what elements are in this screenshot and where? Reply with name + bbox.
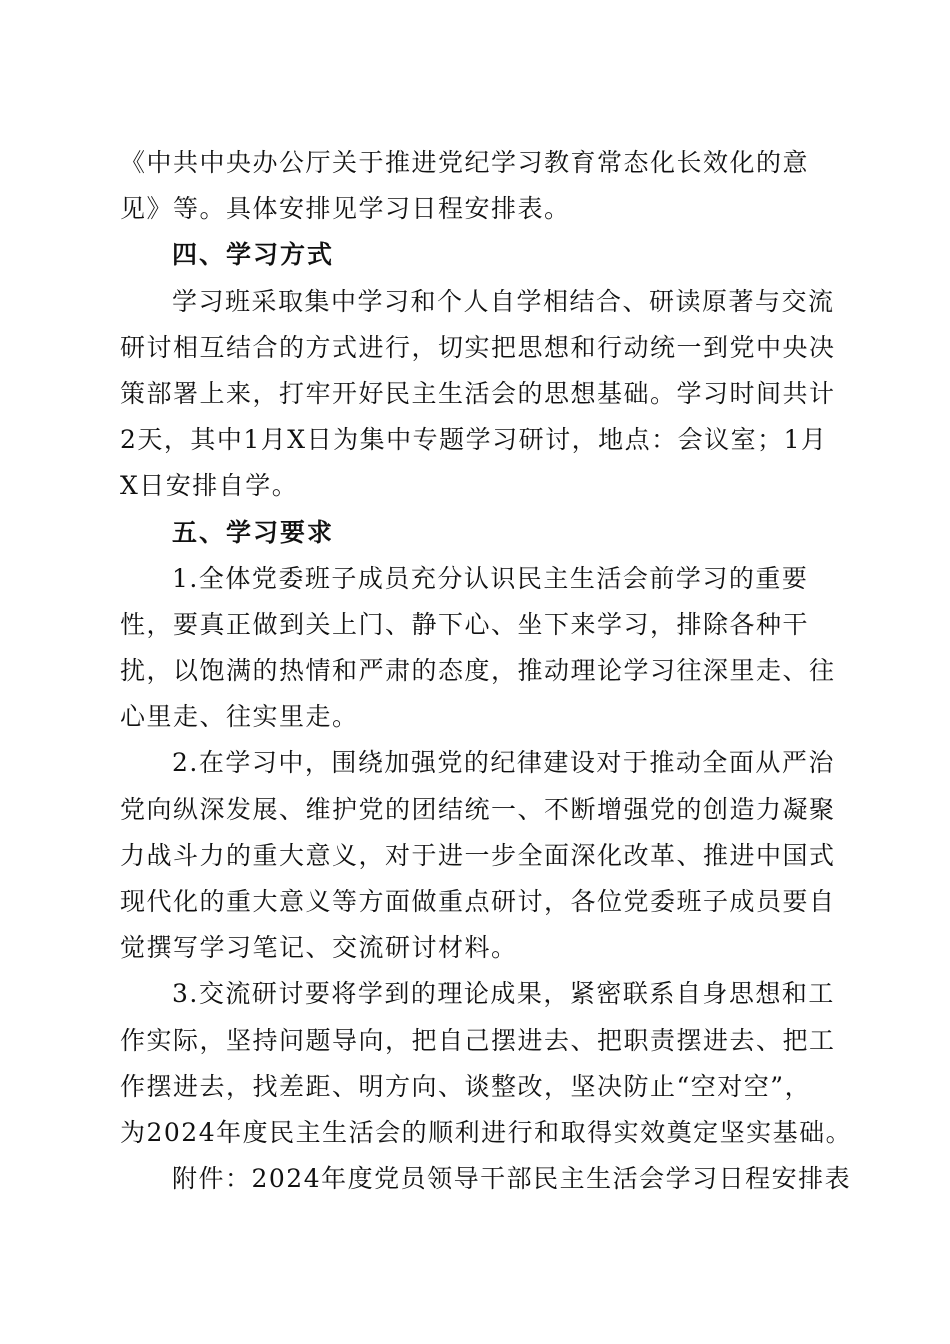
paragraph-line: 性，要真正做到关上门、静下心、坐下来学习，排除各种干 — [120, 609, 810, 639]
paragraph-line: 3.交流研讨要将学到的理论成果，紧密联系自身思想和工 — [172, 979, 835, 1009]
section-heading-study-method: 四、学习方式 — [172, 240, 335, 270]
paragraph-line: 为2024年度民主生活会的顺利进行和取得实效奠定坚实基础。 — [120, 1117, 853, 1147]
paragraph-line: 力战斗力的重大意义，对于进一步全面深化改革、推进中国式 — [120, 840, 836, 870]
paragraph-line: 学习班采取集中学习和个人自学相结合、研读原著与交流 — [172, 286, 835, 316]
paragraph-line: 觉撰写学习笔记、交流研讨材料。 — [120, 933, 518, 963]
paragraph-line: 1.全体党委班子成员充分认识民主生活会前学习的重要 — [172, 563, 809, 593]
paragraph-line: 扰，以饱满的热情和严肃的态度，推动理论学习往深里走、往 — [120, 656, 836, 686]
paragraph-line: 《中共中央办公厅关于推进党纪学习教育常态化长效化的意 — [120, 148, 810, 177]
paragraph-line: 见》等。具体安排见学习日程安排表。 — [120, 194, 571, 224]
paragraph-line: 党向纵深发展、维护党的团结统一、不断增强党的创造力凝聚 — [120, 794, 836, 824]
paragraph-line: 作实际，坚持问题导向，把自己摆进去、把职责摆进去、把工 — [120, 1025, 836, 1055]
paragraph-line: 作摆进去，找差距、明方向、谈整改，坚决防止“空对空”， — [120, 1071, 812, 1101]
attachment-line: 附件：2024年度党员领导干部民主生活会学习日程安排表 — [172, 1164, 852, 1194]
section-heading-study-requirements: 五、学习要求 — [172, 517, 335, 547]
paragraph-line: 现代化的重大意义等方面做重点研讨，各位党委班子成员要自 — [120, 887, 836, 916]
paragraph-line: 2天，其中1月X日为集中专题学习研讨，地点：会议室；1月 — [120, 425, 828, 455]
document-body — [120, 140, 853, 1202]
paragraph-line: X日安排自学。 — [120, 471, 299, 501]
paragraph-line: 策部署上来，打牢开好民主生活会的思想基础。学习时间共计 — [120, 378, 836, 408]
paragraph-line: 2.在学习中，围绕加强党的纪律建设对于推动全面从严治 — [172, 748, 835, 778]
paragraph-line: 心里走、往实里走。 — [120, 702, 359, 732]
paragraph-line: 研讨相互结合的方式进行，切实把思想和行动统一到党中央决 — [120, 332, 836, 362]
